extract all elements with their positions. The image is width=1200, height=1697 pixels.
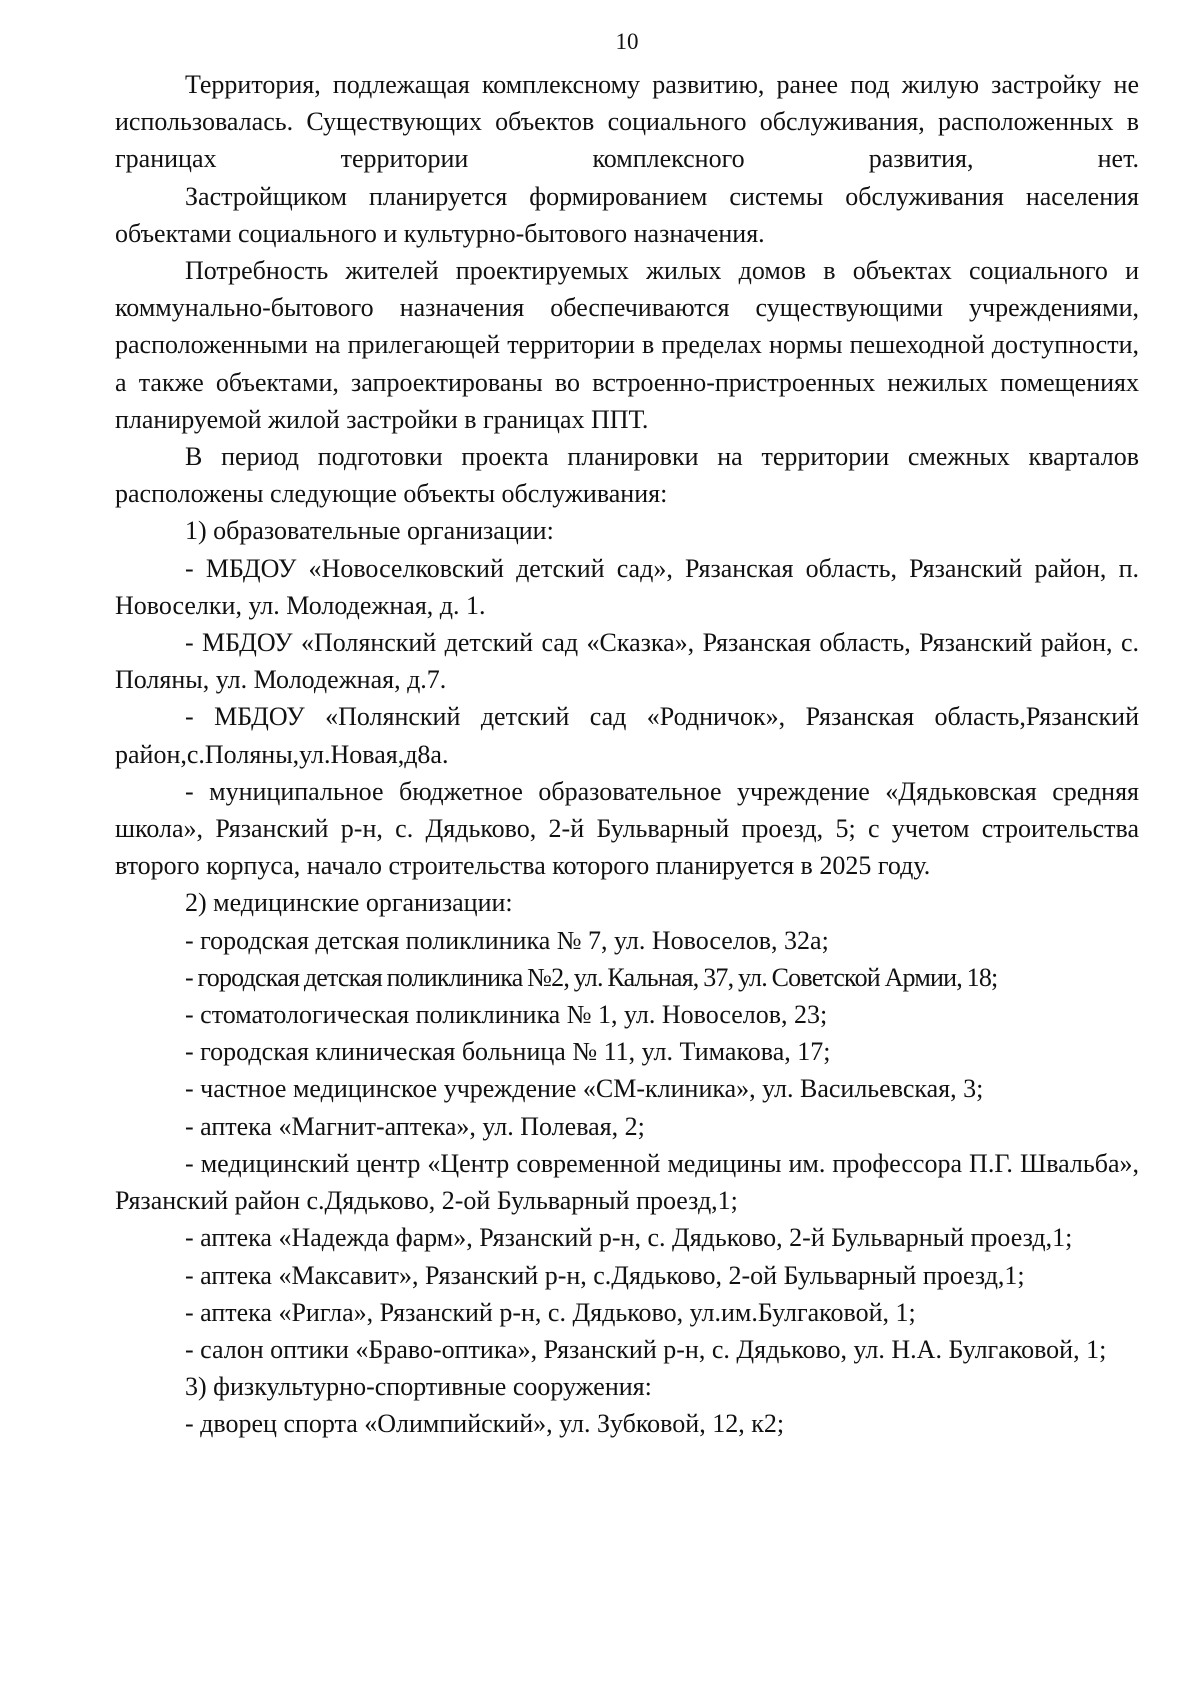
paragraph: - салон оптики «Браво-оптика», Рязанский р-н, с. Дядьково, ул. Н.А. Булгаковой, 1; [185,1334,1107,1364]
paragraph: - МБДОУ «Полянский детский сад «Сказка», Рязанская область, Рязанский район, с. Поляны, ул. Молодежная, д.7. [115,628,1139,695]
document-page [115,24,1139,1443]
paragraph: 3) физкультурно-спортивные сооружения: [185,1372,652,1402]
paragraph: - аптека «Максавит», Рязанский р-н, с.Дядьково, 2-ой Бульварный проезд,1; [185,1260,1025,1290]
paragraph: 1) образовательные организации: [185,516,554,546]
paragraph: - стоматологическая поликлиника № 1, ул. Новоселов, 23; [185,1000,828,1030]
paragraph: - аптека «Магнит-аптека», ул. Полевая, 2; [185,1111,645,1141]
paragraph: - МБДОУ «Новоселковский детский сад», Рязанская область, Рязанский район, п. Новоселки, ул. Молодежная, д. 1. [115,553,1139,620]
document-body [115,66,1139,1443]
paragraph: - городская детская поликлиника №2, ул. Кальная, 37, ул. Советской Армии, 18; [185,962,998,992]
paragraph: - частное медицинское учреждение «СМ-клиника», ул. Васильевская, 3; [185,1074,984,1104]
paragraph: Потребность жителей проектируемых жилых домов в объектах социального и коммунально-бытового назначения обеспечиваются существующими учреждениями, расположенными на прилегающей территории в пределах нормы пешеходной доступности, а также объектами, запроектированы во встроенно-пристроенных нежилых помещениях планируемой жилой застройки в границах ППТ. [115,256,1139,434]
paragraph: - аптека «Надежда фарм», Рязанский р-н, с. Дядьково, 2-й Бульварный проезд,1; [185,1223,1073,1253]
paragraph: 2) медицинские организации: [185,888,513,918]
paragraph: В период подготовки проекта планировки на территории смежных кварталов расположены следующие объекты обслуживания: [115,442,1139,509]
paragraph: - медицинский центр «Центр современной медицины им. профессора П.Г. Швальба», Рязанский район с.Дядьково, 2-ой Бульварный проезд,1; [115,1148,1139,1216]
paragraph: - муниципальное бюджетное образовательное учреждение «Дядьковская средняя школа», Рязанский р-н, с. Дядьково, 2-й Бульварный проезд, 5; с учетом строительства второго корпуса, начало строительства которого планируется в 2025 году. [115,776,1139,881]
paragraph: Застройщиком планируется формированием системы обслуживания населения объектами социального и культурно-бытового назначения. [115,181,1139,248]
paragraph: - МБДОУ «Полянский детский сад «Родничок», Рязанская область,Рязанский район,с.Поляны,ул.Новая,д8а. [115,702,1139,769]
paragraph: Территория, подлежащая комплексному развитию, ранее под жилую застройку не использовалась. Существующих объектов социального обслуживания, расположенных в границах территории комплексного развития, нет. [115,70,1139,174]
paragraph: - городская клиническая больница № 11, ул. Тимакова, 17; [185,1037,831,1067]
paragraph: - аптека «Ригла», Рязанский р-н, с. Дядьково, ул.им.Булгаковой, 1; [185,1297,916,1327]
paragraph: - городская детская поликлиника № 7, ул. Новоселов, 32а; [185,925,829,955]
paragraph: - дворец спорта «Олимпийский», ул. Зубковой, 12, к2; [185,1409,785,1439]
page-number: 10 [615,29,639,54]
